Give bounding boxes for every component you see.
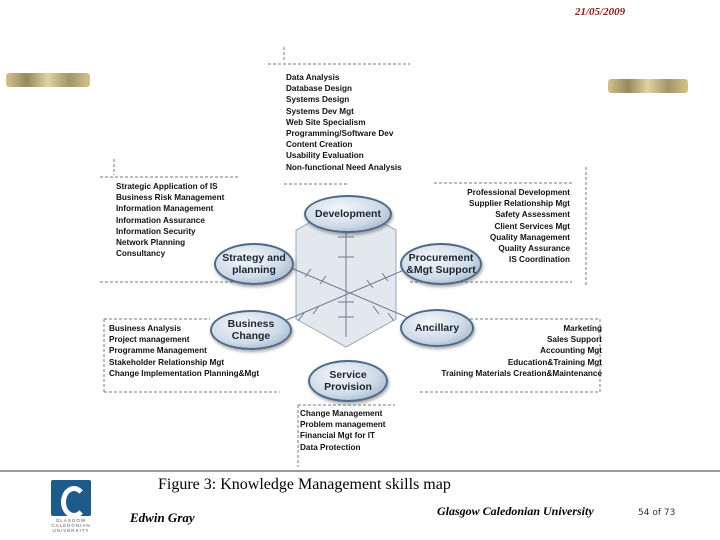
skill-item: Information Security [116, 226, 196, 236]
skill-item: Database Design [286, 84, 352, 94]
skill-item: Data Protection [300, 442, 361, 452]
footer-divider [0, 470, 720, 472]
logo-text-line: CALEDONIAN [51, 523, 91, 528]
left-decoration [6, 73, 90, 87]
strategy-node: Strategy and planning [214, 243, 294, 285]
skill-item: Change Management [300, 409, 383, 418]
skill-item: Supplier Relationship Mgt [469, 199, 570, 209]
skill-item: Project management [109, 335, 190, 345]
logo-text-line: GLASGOW [55, 518, 87, 523]
skill-item: Accounting Mgt [540, 346, 602, 356]
skill-item: Usability Evaluation [286, 151, 364, 161]
skill-item: Financial Mgt for IT [300, 431, 376, 441]
university-name: Glasgow Caledonian University [437, 504, 594, 518]
skill-item: Systems Dev Mgt [286, 106, 354, 116]
skill-item: Quality Management [489, 232, 570, 242]
skill-item: Network Planning [116, 238, 186, 248]
skill-item: Strategic Application of IS [116, 182, 218, 191]
logo-text-line: UNIVERSITY [52, 528, 90, 533]
author-name: Edwin Gray [130, 510, 195, 525]
procurement-node: Procurement &Mgt Support [400, 243, 482, 285]
service-node: Service Provision [308, 360, 388, 402]
skill-item: Professional Development [467, 188, 570, 197]
skill-item: Business Risk Management [116, 193, 225, 203]
development-node: Development [304, 195, 392, 233]
skill-item: Quality Assurance [498, 244, 570, 254]
skill-item: Programming/Software Dev [286, 129, 394, 139]
skill-item: Non-functional Need Analysis [286, 162, 402, 172]
business-change-node: Business Change [210, 310, 292, 350]
university-logo [47, 480, 95, 536]
skill-item: Web Site Specialism [286, 117, 366, 127]
slide-date: 21/05/2009 [575, 6, 626, 18]
skill-item: Systems Design [286, 95, 350, 105]
skill-item: Stakeholder Relationship Mgt [109, 357, 225, 367]
procurement-skills-list [467, 187, 570, 265]
skill-item: Data Analysis [286, 73, 340, 82]
skill-item: Marketing [563, 324, 602, 333]
development-skills-list [286, 72, 402, 173]
skill-item: Information Assurance [116, 215, 205, 225]
skill-item: Problem management [300, 420, 386, 430]
page-number: 54 of 73 [638, 508, 676, 518]
skills-map-diagram [90, 47, 608, 468]
skill-item: Content Creation [286, 140, 353, 150]
skill-item: Client Services Mgt [494, 221, 570, 231]
skill-item: Education&Training Mgt [507, 357, 602, 367]
figure-caption: Figure 3: Knowledge Management skills map [158, 476, 451, 493]
skill-item: Sales Support [546, 335, 602, 345]
logo-text [47, 518, 95, 533]
skill-item: Training Materials Creation&Maintenance [441, 368, 602, 378]
skill-item: Business Analysis [109, 324, 182, 333]
ancillary-node: Ancillary [400, 309, 474, 347]
skill-item: IS Coordination [509, 255, 570, 265]
service-skills-list [300, 408, 386, 453]
skill-item: Change Implementation Planning&Mgt [109, 368, 260, 378]
skill-item: Information Management [116, 204, 214, 214]
skill-item: Safety Assessment [495, 210, 570, 220]
right-decoration [608, 79, 688, 93]
logo-mark-icon [51, 480, 91, 516]
skill-item: Programme Management [109, 346, 207, 356]
skill-item: Consultancy [116, 249, 166, 259]
strategy-skills-list [116, 181, 224, 259]
